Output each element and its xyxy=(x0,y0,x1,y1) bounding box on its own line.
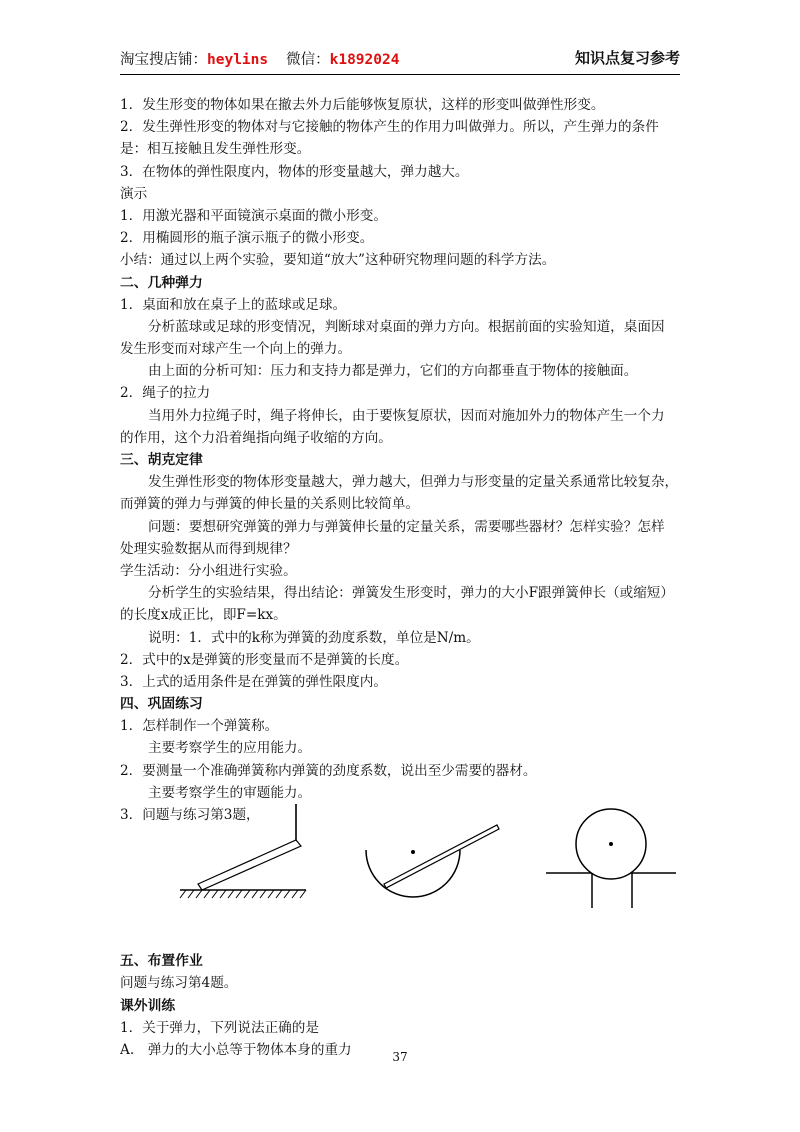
page-header xyxy=(120,44,680,75)
wechat-label: 微信： xyxy=(286,52,330,68)
text-line: 2．发生弹性形变的物体对与它接触的物体产生的作用力叫做弹力。所以，产生弹力的条件 xyxy=(120,119,659,136)
text-line: 问题与练习第4题。 xyxy=(120,975,238,992)
text-line: 而弹簧的弹力与弹簧的伸长量的关系则比较简单。 xyxy=(120,496,420,513)
text-line: 当用外力拉绳子时，绳子将伸长，由于要恢复原状，因而对施加外力的物体产生一个力 xyxy=(148,407,665,424)
text-line: 1．桌面和放在桌子上的蓝球或足球。 xyxy=(120,296,347,313)
text-line: 主要考察学生的审题能力。 xyxy=(148,784,312,801)
text-line: 3．问题与练习第3题， xyxy=(120,807,260,823)
figure-ball-between-blocks xyxy=(546,809,676,908)
text-line: 2．用椭圆形的瓶子演示瓶子的微小形变。 xyxy=(120,230,374,247)
text-line: 发生弹性形变的物体形变量越大，弹力越大，但弹力与形变量的定量关系通常比较复杂， xyxy=(148,474,679,491)
text-line: 分析蓝球或足球的形变情况，判断球对桌面的弹力方向。根据前面的实验知道，桌面因 xyxy=(148,318,665,335)
exercise-figures xyxy=(120,800,680,908)
text-line: 是：相互接触且发生弹性形变。 xyxy=(120,141,311,158)
text-line: 的作用，这个力沿着绳指向绳子收缩的方向。 xyxy=(120,429,392,446)
text-line: 发生形变而对球产生一个向上的弹力。 xyxy=(120,341,352,358)
section-heading: 五、布置作业 xyxy=(120,953,203,970)
text-line: 1．用激光器和平面镜演示桌面的微小形变。 xyxy=(120,207,387,224)
text-line: 2．式中的x是弹簧的形变量而不是弹簧的长度。 xyxy=(120,651,409,668)
document-body xyxy=(120,94,680,1061)
text-line: 2．要测量一个准确弹簧称内弹簧的劲度系数，说出至少需要的器材。 xyxy=(120,762,537,779)
wechat-id: k1892024 xyxy=(329,52,400,68)
header-title: 知识点复习参考 xyxy=(574,49,680,67)
text-line: 2．绳子的拉力 xyxy=(120,385,211,402)
text-line: 3．在物体的弹性限度内，物体的形变量越大，弹力越大。 xyxy=(120,163,469,180)
text-line: 处理实验数据从而得到规律？ xyxy=(120,540,297,557)
text-line: 小结：通过以上两个实验，要知道“放大”这种研究物理问题的科学方法。 xyxy=(120,252,556,269)
section-homework xyxy=(120,950,680,1061)
text-line: 学生活动：分小组进行实验。 xyxy=(120,562,297,579)
figure-rod-in-bowl xyxy=(366,825,499,897)
section-main xyxy=(120,94,680,826)
text-line: 分析学生的实验结果，得出结论：弹簧发生形变时，弹力的大小F跟弹簧伸长（或缩短） xyxy=(148,585,674,602)
text-line: 1．发生形变的物体如果在撤去外力后能够恢复原状，这样的形变叫做弹性形变。 xyxy=(120,97,605,113)
section-heading: 课外训练 xyxy=(120,997,176,1014)
text-line: 演示 xyxy=(120,185,148,202)
text-line: 由上面的分析可知：压力和支持力都是弹力，它们的方向都垂直于物体的接触面。 xyxy=(148,363,638,380)
header-shop-info xyxy=(120,48,399,69)
section-heading: 三、胡克定律 xyxy=(120,452,203,468)
text-line: 的长度x成正比，即F=kx。 xyxy=(120,607,287,624)
text-line: A. 弹力的大小总等于物体本身的重力 xyxy=(120,1041,352,1058)
shop-label: 淘宝搜店铺： xyxy=(120,52,207,68)
shop-name: heylins xyxy=(207,52,269,68)
section-heading: 二、几种弹力 xyxy=(120,274,203,291)
text-line: 1．关于弹力，下列说法正确的是 xyxy=(120,1019,319,1036)
text-line: 3．上式的适用条件是在弹簧的弹性限度内。 xyxy=(120,673,387,690)
section-heading: 四、巩固练习 xyxy=(120,696,203,713)
figure-rod-on-wall xyxy=(180,804,306,898)
text-line: 问题：要想研究弹簧的弹力与弹簧伸长量的定量关系，需要哪些器材？怎样实验？怎样 xyxy=(148,518,665,535)
text-line: 主要考察学生的应用能力。 xyxy=(148,740,312,757)
text-line: 1．怎样制作一个弹簧称。 xyxy=(120,718,279,735)
page-number: 37 xyxy=(392,1050,408,1064)
text-line: 说明：1．式中的k称为弹簧的劲度系数，单位是N/m。 xyxy=(148,629,480,646)
